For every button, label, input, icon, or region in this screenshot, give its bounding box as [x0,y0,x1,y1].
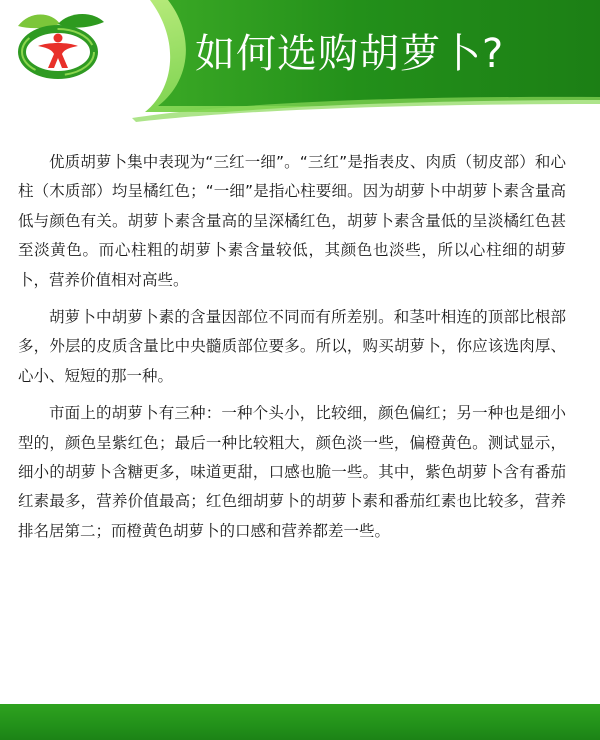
paragraph-carotene-distribution: 胡萝卜中胡萝卜素的含量因部位不同而有所差别。和茎叶相连的顶部比根部多，外层的皮质含量比中央髓质部位要多。所以，购买胡萝卜，你应该选肉厚、心小、短短的那一种。 [18,308,566,385]
logo [8,8,108,80]
header-banner [0,0,600,122]
paragraph-three-varieties: 市面上的胡萝卜有三种：一种个头小，比较细，颜色偏红；另一种也是细小型的，颜色呈紫红色；最后一种比较粗大，颜色淡一些，偏橙黄色。测试显示，细小的胡萝卜含糖更多，味道更甜，口感也脆一些。其中，紫色胡萝卜含有番茄红素最多，营养价值最高；红色细胡萝卜的胡萝卜素和番茄红素也比较多，营养排名居第二；而橙黄色胡萝卜的口感和营养都差一些。 [18,404,566,540]
paragraph-red-thin-rule: 优质胡萝卜集中表现为“三红一细”。“三红”是指表皮、肉质（韧皮部）和心柱（木质部）均呈橘红色；“一细”是指心柱要细。因为胡萝卜中胡萝卜素含量高低与颜色有关。胡萝卜素含量高的呈深橘红色，胡萝卜素含量低的呈淡橘红色甚至淡黄色。而心柱粗的胡萝卜素含量较低，其颜色也淡些，所以心柱细的胡萝卜，营养价值相对高些。 [18,153,566,289]
page-title: 如何选购胡萝卜? [195,31,505,77]
leaf-person-logo-icon [8,8,108,80]
article-body [18,148,566,554]
footer-band [0,704,600,740]
